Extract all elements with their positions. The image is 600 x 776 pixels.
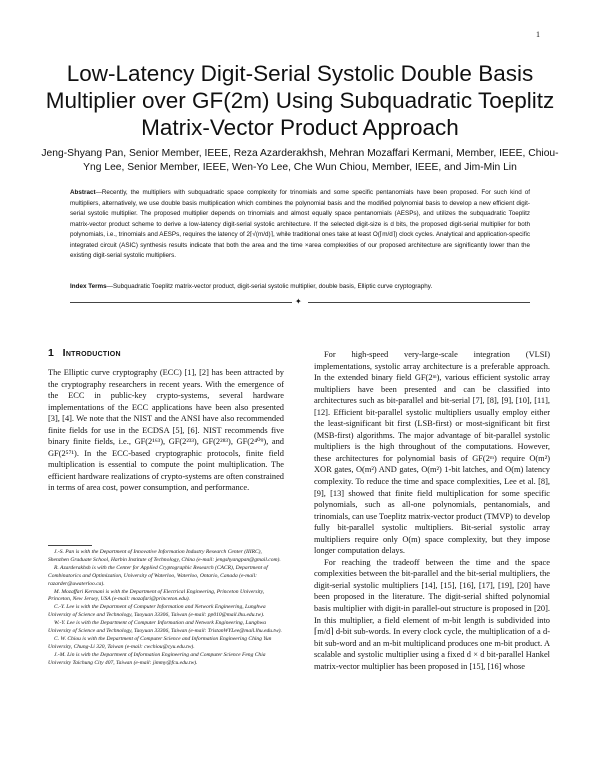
index-terms-label: Index Terms <box>70 283 107 290</box>
footnote-chiou: C. W. Chiou is with the Department of Computer Science and Information Engineering Ching Yun University, Chung-Li 320, Taiwan (e-mail: cwchiou@cyu.edu.tw). <box>48 635 272 650</box>
footnote-azarderakhsh: R. Azarderakhsh is with the Center for Applied Cryptographic Research (CACR), Department of Combinatorics and Optimization, University of Waterloo, Waterloo, Ontario, Canada (e-mail: razarder@uwaterloo.ca). <box>48 564 268 587</box>
divider-rule-right <box>308 302 530 303</box>
footnote-wy-lee: W.-Y. Lee is with the Department of Computer Information and Network Engineering, Lunghwa University of Science and Technology, Taoyuan 33306, Taiwan (e-mail: TristanWYLee@mail.lhu.edu.tw). <box>48 620 282 635</box>
footnote-pan: J.-S. Pan is with the Department of Innovative Information Industry Research Center (IIIRC), Shenzhen Graduate School, Harbin Institute of Technology, China (e-mail: jengshyangpan@gmail.com). <box>48 549 281 563</box>
intro-paragraph-3: For reaching the tradeoff between the time and the space complexities between the bit-parallel and the bit-serial multipliers, the digit-serial systolic multipliers [14], [15], [16], [17], [19], [20] have been proposed in the literature. The digit-serial shifted polynomial basis multiplier with digit-in parallel-out structure is proposed in [20]. In this multiplier, a field element of m-bit length is subdivided into ⌈m/d⌉ d-bit sub-words. In every clock cycle, the multiplication of a d-bit sub-word and an m-bit multiplicand produces one m-bit product. A scalable and systolic multiplier using a fixed d × d bit-parallel Hankel matrix-vector multiplier has been proposed in [15], [16] whose <box>314 557 550 671</box>
author-list: Jeng-Shyang Pan, Senior Member, IEEE, Reza Azarderakhsh, Mehran Mozaffari Kermani, Member, IEEE, Chiou-Yng Lee, Senior Member, IEEE, Wen-Yo Lee, Che Wun Chiou, Member, IEEE, and Jim-Min Lin <box>41 148 559 173</box>
footnote-lin: J.-M. Lin is with the Department of Information Engineering and Computer Science Feng Chia University Taichung City 407, Taiwan (e-mail: jimmy@fcu.edu.tw). <box>48 651 266 666</box>
abstract-text: —Recently, the multipliers with subquadratic space complexity for trinomials and some specific pentanomials have been proposed. For such kind of multipliers, alternatively, we use double basis multiplication which combines the polynomial basis and the modified polynomial basis to develop a new efficient digit-serial systolic multiplier. The proposed multiplier depends on trinomials and almost equally space pentanomials (AESPs), and utilizes the subquadratic Toeplitz matrix-vector product scheme to derive a low-latency digit-serial systolic architecture. If the selected digit-size is d bits, the proposed digit-serial multiplier for both polynomials, i.e., trinomials and AESPs, requires the latency of 2⌈√(m/d)⌉, while traditional ones take at least O(⌈m/d⌉) clock cycles. Analytical and application-specific integrated circuit (ASIC) synthesis results indicate that both the area and the time ×area complexities of our proposed architecture are significantly lower than the existing digit-serial systolic multipliers. <box>70 189 530 259</box>
intro-paragraph-2: For high-speed very-large-scale integration (VLSI) implementations, systolic array architecture is a preferable approach. In the extended binary field GF(2ᵐ), various efficient systolic array multipliers have been presented and can be classified into architectures such as bit-parallel and bit-serial [7], [8], [9], [10], [11], [12]. Efficient bit-parallel systolic multipliers usually employ either the least-significant bit first (LSB-first) or most-significant bit first (MSB-first) algorithms. The major advantage of bit-parallel systolic multipliers is the high throughout of the computations. However, these architectures for polynomial basis of GF(2ᵐ) require O(m²) XOR gates, O(m²) AND gates, O(m²) 1-bit latches, and O(m) latency complexity. To reduce the time and space complexities, Lee et al. [8], [9], [13] showed that finite field multiplication for some specific polynomials, such as all-one polynomials, pentanomials, and trinomials, can use Toeplitz matrix-vector product (TMVP) to develop fully bit-parallel systolic multipliers. Bit-serial systolic array multipliers require only O(m) space complexity, but they impose longer computation delays. <box>314 350 550 556</box>
page-number: 1 <box>536 30 540 39</box>
section-number: 1 <box>48 347 54 359</box>
intro-paragraph-1: The Elliptic curve cryptography (ECC) [1], [2] has been attracted by the cryptography researchers in recent years. With the emergence of the ECC in public-key crypto-systems, several hardware implementations of the ECC applications have been also presented [3], [4]. We note that the NIST and the ANSI have also recommended finite fields for use in the ECDSA [5], [6]. NIST recommends five binary finite fields, i.e., GF(2¹⁶³), GF(2²³³), GF(2²⁸³), GF(2⁴⁰⁹), and GF(2⁵⁷¹). In the ECC-based cryptographic protocols, finite field multiplication is essential to compute the point multiplication. The efficient hardware realizations of crypto-systems are often constrained in terms of area cost, power consumption, and performance. <box>48 368 284 493</box>
divider-rule-left <box>70 302 292 303</box>
index-terms-text: —Subquadratic Toeplitz matrix-vector product, digit-serial systolic multiplier, double basis, Elliptic curve cryptography. <box>106 283 433 290</box>
right-column <box>314 349 550 672</box>
section-heading <box>48 347 121 359</box>
index-terms <box>70 282 530 292</box>
section-title: Introduction <box>62 347 121 359</box>
abstract <box>70 188 530 262</box>
abstract-label: Abstract <box>70 189 96 196</box>
left-column <box>48 367 284 494</box>
footnote-cy-lee: C.-Y. Lee is with the Department of Computer Information and Network Engineering, Lunghwa University of Science and Technology, Taoyuan 33306, Taiwan (e-mail: pp010@mail.lhu.edu.tw). <box>48 604 266 619</box>
diamond-icon: ✦ <box>295 297 302 306</box>
footnote-rule <box>48 545 92 546</box>
author-footnotes <box>48 549 284 668</box>
section-divider <box>70 298 530 306</box>
paper-title: Low-Latency Digit-Serial Systolic Double Basis Multiplier over GF(2m) Using Subquadratic Toeplitz Matrix-Vector Product Approach <box>45 61 555 140</box>
footnote-kermani: M. Mozaffari Kermani is with the Department of Electrical Engineering, Princeton University, Princeton, New Jersey, USA (e-mail: mozafari@princeton.edu). <box>48 588 265 603</box>
